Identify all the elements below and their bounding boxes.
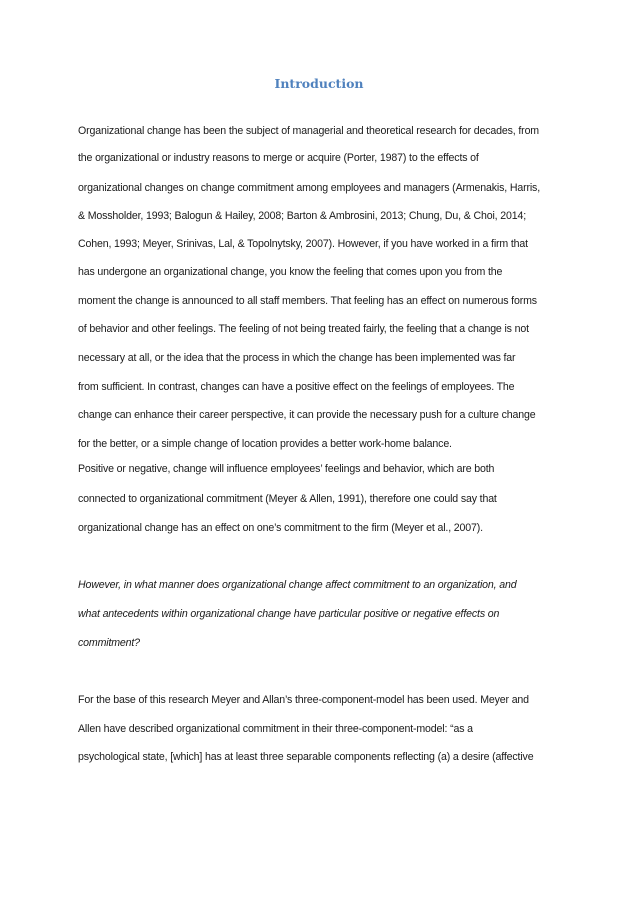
research-question-line: what antecedents within organizational change have particular positive or negative effects on xyxy=(78,608,500,620)
body-line: Allen have described organizational commitment in their three-component-model: “as a xyxy=(78,723,473,735)
research-question-line: However, in what manner does organizational change affect commitment to an organization, and xyxy=(78,579,517,591)
body-line: & Mossholder, 1993; Balogun & Hailey, 2008; Barton & Ambrosini, 2013; Chung, Du, & Choi, 2014; xyxy=(78,210,526,222)
body-line: moment the change is announced to all staff members. That feeling has an effect on numerous forms xyxy=(78,295,537,307)
body-line: of behavior and other feelings. The feeling of not being treated fairly, the feeling that a change is not xyxy=(78,323,529,335)
body-line: connected to organizational commitment (Meyer & Allen, 1991), therefore one could say that xyxy=(78,493,497,505)
body-line: Positive or negative, change will influence employees’ feelings and behavior, which are both xyxy=(78,463,495,475)
body-line: change can enhance their career perspective, it can provide the necessary push for a culture change xyxy=(78,409,536,421)
research-question-line: commitment? xyxy=(78,637,140,649)
body-line: organizational change has an effect on one’s commitment to the firm (Meyer et al., 2007). xyxy=(78,522,483,534)
body-line: Cohen, 1993; Meyer, Srinivas, Lal, & Topolnytsky, 2007). However, if you have worked in a firm that xyxy=(78,238,528,250)
body-line: psychological state, [which] has at least three separable components reflecting (a) a desire (affective xyxy=(78,751,534,763)
body-line: from sufficient. In contrast, changes can have a positive effect on the feelings of employees. The xyxy=(78,381,515,393)
body-line: organizational changes on change commitment among employees and managers (Armenakis, Harris, xyxy=(78,182,540,194)
body-line: necessary at all, or the idea that the process in which the change has been implemented was far xyxy=(78,352,516,364)
body-line: For the base of this research Meyer and Allan’s three-component-model has been used. Meyer and xyxy=(78,694,529,706)
body-line: the organizational or industry reasons to merge or acquire (Porter, 1987) to the effects of xyxy=(78,152,479,164)
section-heading: Introduction xyxy=(274,76,364,91)
body-line: has undergone an organizational change, you know the feeling that comes upon you from the xyxy=(78,266,503,278)
body-line: Organizational change has been the subject of managerial and theoretical research for decades, from xyxy=(78,125,539,137)
body-line: for the better, or a simple change of location provides a better work-home balance. xyxy=(78,438,452,450)
